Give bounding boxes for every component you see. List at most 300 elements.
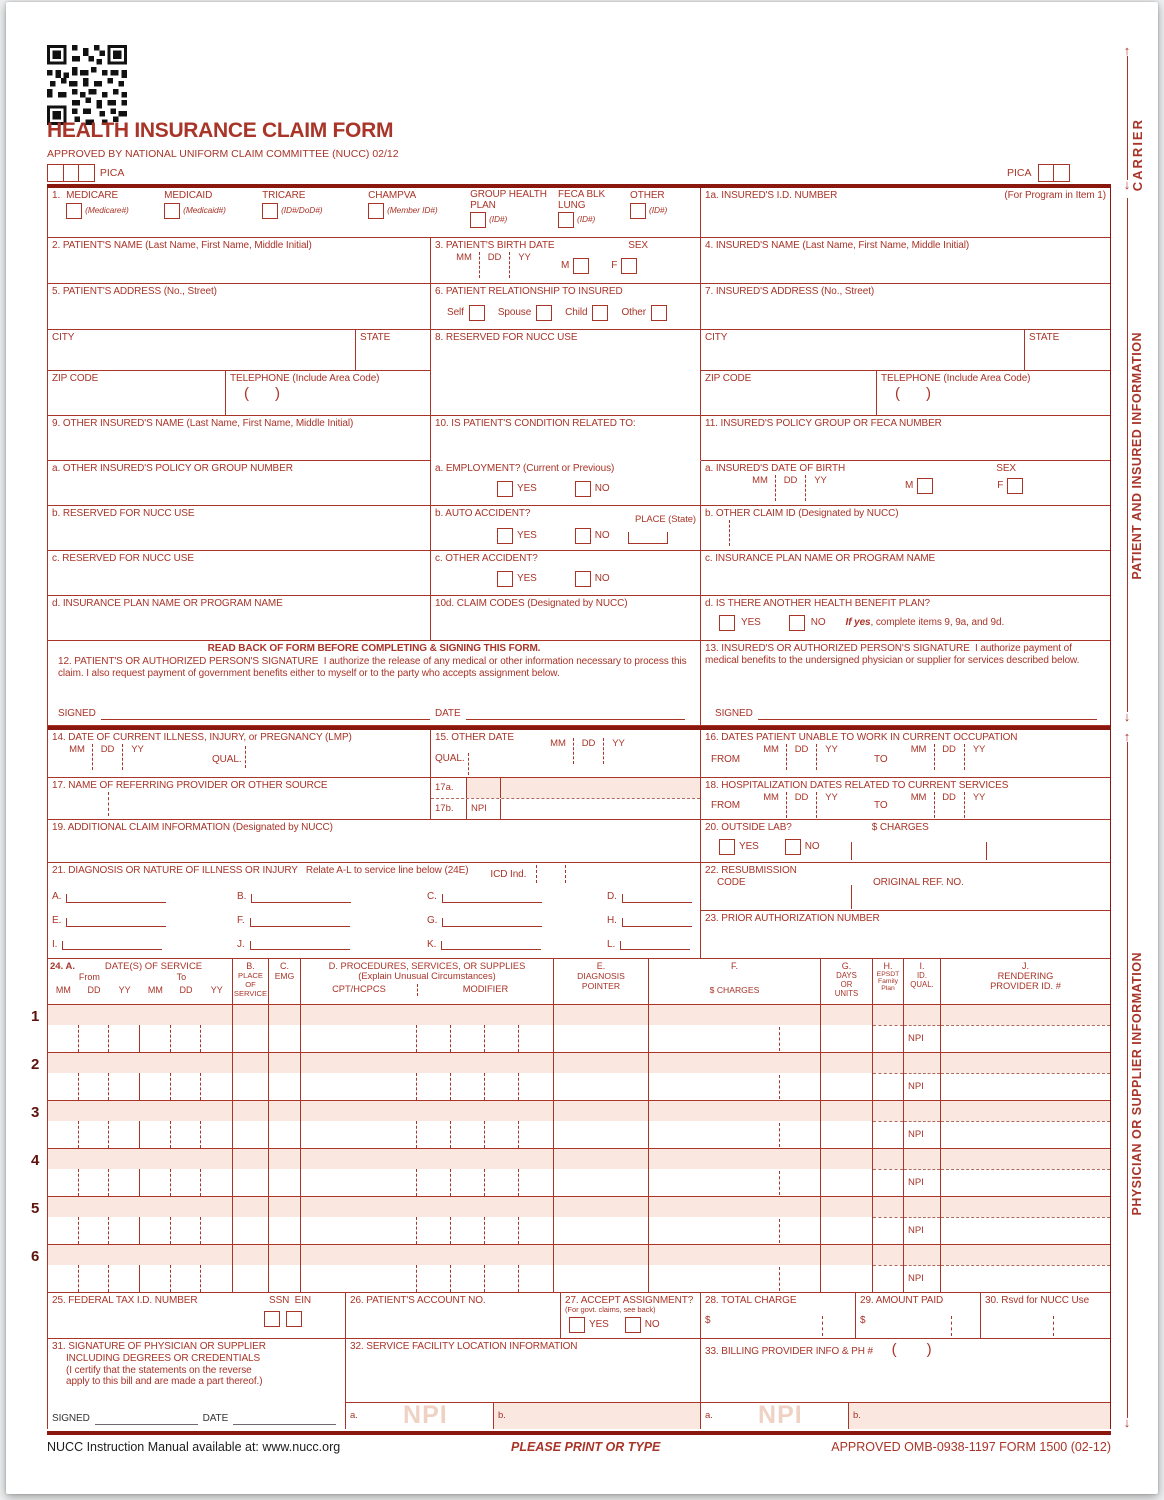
other-accident-no-checkbox[interactable]	[575, 571, 591, 587]
diagnosis-a[interactable]	[52, 891, 237, 903]
box32-npi-b[interactable]	[494, 1403, 700, 1429]
employment-no-checkbox[interactable]	[575, 481, 591, 497]
colF-label: F.	[730, 961, 738, 971]
rendering-provider-cell[interactable]	[941, 1217, 1110, 1244]
table24-header	[48, 959, 1110, 1005]
diagnosis-pointer-cell[interactable]	[554, 1121, 648, 1148]
pica-checkbox[interactable]	[78, 164, 95, 182]
service-line-row[interactable]	[31, 1005, 1110, 1053]
field-amount-paid[interactable]	[856, 1293, 981, 1338]
field-insured-policy-group[interactable]	[701, 416, 1110, 460]
lparen: (	[244, 384, 275, 402]
charges-cell[interactable]	[649, 1121, 820, 1148]
col-emg-header	[269, 959, 301, 1004]
service-line-number: 1	[31, 1008, 40, 1025]
zip-label: ZIP CODE	[52, 373, 99, 384]
date-cell[interactable]	[109, 1265, 140, 1292]
box9b-reserved	[48, 506, 431, 550]
diagnosis-pointer-cell[interactable]	[554, 1169, 648, 1196]
date-cell[interactable]	[171, 1025, 202, 1052]
state-label: STATE	[1029, 332, 1060, 343]
auto-accident-no-checkbox[interactable]	[575, 528, 591, 544]
date-cell[interactable]	[79, 1169, 110, 1196]
box18-hospitalization[interactable]	[701, 778, 1110, 819]
field-patient-zip[interactable]	[48, 371, 226, 415]
date-cell[interactable]	[201, 1121, 232, 1148]
other-checkbox[interactable]	[630, 203, 646, 219]
npi-qualifier-cell[interactable]: NPI	[904, 1073, 940, 1100]
no-label: NO	[644, 1318, 660, 1330]
pica-checkbox[interactable]	[1038, 164, 1055, 182]
diagnosis-pointer-cell[interactable]	[554, 1025, 648, 1052]
procedure-cell[interactable]	[301, 1169, 553, 1196]
box16-unable-to-work[interactable]	[701, 730, 1110, 777]
box1a-insured-id[interactable]	[701, 188, 1110, 237]
date-cell[interactable]	[79, 1025, 110, 1052]
date-cell[interactable]	[140, 1121, 171, 1148]
letter-label: L.	[607, 938, 616, 950]
col24a-number: 24. A.	[50, 961, 75, 972]
signed-label: SIGNED	[52, 1413, 90, 1425]
box22-resubmission[interactable]	[701, 863, 1110, 911]
diagnosis-k[interactable]	[427, 939, 607, 951]
date-cell[interactable]	[140, 1169, 171, 1196]
place-cell[interactable]	[233, 1169, 268, 1196]
field-other-insurance-plan[interactable]	[48, 596, 431, 640]
letter-label: I.	[52, 938, 58, 950]
ein-checkbox[interactable]	[286, 1311, 302, 1327]
signed-label: SIGNED	[58, 708, 96, 720]
box11d-another-plan	[701, 596, 1110, 640]
date-cell[interactable]	[201, 1169, 232, 1196]
diagnosis-c[interactable]	[427, 891, 607, 903]
other-accident-yes-checkbox[interactable]	[497, 571, 513, 587]
field-other-insured-name[interactable]	[48, 416, 431, 460]
procedure-cell[interactable]	[301, 1265, 553, 1292]
relationship-spouse-checkbox[interactable]	[536, 305, 552, 321]
yy-label: YY	[816, 744, 846, 770]
diagnosis-l[interactable]	[607, 939, 690, 951]
place-cell[interactable]	[233, 1025, 268, 1052]
rendering-provider-cell[interactable]	[941, 1265, 1110, 1292]
letter-label: J.	[237, 938, 245, 950]
date-cell[interactable]	[171, 1121, 202, 1148]
field-prior-authorization[interactable]	[701, 911, 1110, 958]
box9a-label: a. OTHER INSURED'S POLICY OR GROUP NUMBER	[52, 463, 293, 474]
date-cell[interactable]	[171, 1265, 202, 1292]
dates-of-service-label: DATE(S) OF SERVICE	[104, 961, 203, 972]
section-divider-bar	[47, 1431, 1111, 1435]
days-units-cell[interactable]	[821, 1025, 872, 1052]
service-line-number: 4	[31, 1152, 40, 1169]
place-cell[interactable]	[233, 1121, 268, 1148]
champva-checkbox[interactable]	[368, 203, 384, 219]
field-insured-city[interactable]	[701, 330, 1025, 370]
carrier-margin-label: CARRIER	[1130, 118, 1145, 192]
box17b-npi-cell[interactable]	[501, 799, 700, 819]
diagnosis-d[interactable]	[607, 891, 692, 903]
rparen: )	[926, 1341, 962, 1358]
days-units-cell[interactable]	[821, 1121, 872, 1148]
charges-cell[interactable]	[649, 1265, 820, 1292]
date-cell[interactable]	[79, 1121, 110, 1148]
dashed-separator	[245, 746, 246, 768]
another-plan-yes-checkbox[interactable]	[719, 615, 735, 631]
date-cell[interactable]	[201, 1025, 232, 1052]
npi-qualifier-cell[interactable]: NPI	[904, 1169, 940, 1196]
date-cell[interactable]	[140, 1073, 171, 1100]
box10d-label: 10d. CLAIM CODES (Designated by NUCC)	[435, 598, 628, 609]
emg-cell[interactable]	[269, 1169, 300, 1196]
yes-label: YES	[517, 482, 537, 494]
field-other-insured-policy[interactable]	[48, 461, 431, 505]
employment-yes-checkbox[interactable]	[497, 481, 513, 497]
box9d-label: d. INSURANCE PLAN NAME OR PROGRAM NAME	[52, 598, 283, 609]
pica-left	[47, 164, 130, 182]
feca-blk-lung-checkbox[interactable]	[558, 212, 574, 228]
pica-checkbox[interactable]	[47, 164, 64, 182]
date-cell[interactable]	[109, 1121, 140, 1148]
assignment-yes-checkbox[interactable]	[569, 1317, 585, 1333]
days-units-cell[interactable]	[821, 1217, 872, 1244]
mm-label: MM	[752, 474, 768, 486]
npi-qualifier-cell[interactable]: NPI	[904, 1025, 940, 1052]
date-cell[interactable]	[48, 1121, 79, 1148]
box32-service-facility[interactable]	[346, 1339, 701, 1429]
other-rel-label: Other	[621, 306, 646, 318]
sex-male-checkbox[interactable]	[573, 258, 589, 274]
dashed-separator	[822, 1316, 823, 1336]
dashed-separator	[779, 1075, 780, 1099]
box30-rsvd-nucc	[981, 1293, 1110, 1338]
field-insured-address[interactable]	[701, 284, 1110, 329]
date-cell[interactable]	[201, 1217, 232, 1244]
box23-label: 23. PRIOR AUTHORIZATION NUMBER	[705, 913, 880, 924]
code-label: CODE	[717, 876, 746, 888]
tricare-checkbox[interactable]	[262, 203, 278, 219]
procedure-cell[interactable]	[301, 1025, 553, 1052]
diagnosis-g[interactable]	[427, 915, 607, 927]
date-cell[interactable]	[48, 1073, 79, 1100]
yy-label: YY	[122, 744, 152, 770]
date-cell[interactable]	[48, 1169, 79, 1196]
procedure-cell[interactable]	[301, 1217, 553, 1244]
place-cell[interactable]	[233, 1265, 268, 1292]
box17a-id-cell[interactable]	[501, 778, 700, 798]
days-units-cell[interactable]	[821, 1265, 872, 1292]
date-cell[interactable]	[109, 1169, 140, 1196]
box33-billing-provider[interactable]	[701, 1339, 1110, 1429]
signature-line[interactable]	[95, 1415, 198, 1425]
city-label: CITY	[705, 332, 728, 343]
b-label: b.	[853, 1410, 861, 1422]
place-cell[interactable]	[233, 1073, 268, 1100]
diagnosis-j[interactable]	[237, 939, 427, 951]
group-health-plan-checkbox[interactable]	[470, 212, 486, 228]
sex-female-checkbox[interactable]	[621, 258, 637, 274]
npi-qualifier-cell[interactable]: NPI	[904, 1121, 940, 1148]
emg-cell[interactable]	[269, 1217, 300, 1244]
diagnosis-b[interactable]	[237, 891, 427, 903]
charges-cell[interactable]	[649, 1073, 820, 1100]
insured-female-checkbox[interactable]	[1007, 478, 1023, 494]
letter-label: A.	[52, 891, 62, 902]
epsdt-label: EPSDT	[876, 971, 900, 978]
modifier-label: MODIFIER	[462, 984, 509, 994]
place-cell[interactable]	[233, 1217, 268, 1244]
yy-label: YY	[964, 792, 994, 818]
box33-npi-a[interactable]	[701, 1403, 849, 1429]
yes-label: YES	[589, 1318, 609, 1330]
npi-ghost-watermark: NPI	[403, 1401, 448, 1430]
date-cell[interactable]	[109, 1073, 140, 1100]
service-line-row[interactable]	[31, 1149, 1110, 1197]
epsdt-cell[interactable]	[873, 1121, 903, 1148]
field-insured-name[interactable]	[701, 238, 1110, 283]
box1-number: 1.	[52, 190, 61, 201]
field-insurance-plan-name[interactable]	[701, 551, 1110, 595]
date-cell[interactable]	[79, 1217, 110, 1244]
epsdt-cell[interactable]	[873, 1265, 903, 1292]
place-of-label: PLACE OF	[238, 971, 263, 989]
relationship-self-checkbox[interactable]	[469, 305, 485, 321]
date-cell[interactable]	[201, 1265, 232, 1292]
to-label: TO	[874, 753, 888, 765]
epsdt-cell[interactable]	[873, 1217, 903, 1244]
emg-cell[interactable]	[269, 1073, 300, 1100]
dashed-separator	[1053, 1316, 1054, 1336]
date-cell[interactable]	[109, 1025, 140, 1052]
medicaid-checkbox[interactable]	[164, 203, 180, 219]
field-insured-zip[interactable]	[701, 371, 877, 415]
service-line-row[interactable]	[31, 1197, 1110, 1245]
outside-lab-yes-checkbox[interactable]	[719, 839, 735, 855]
field-other-claim-id[interactable]	[701, 506, 1110, 550]
diagnosis-i[interactable]	[52, 939, 237, 951]
emg-cell[interactable]	[269, 1265, 300, 1292]
date-cell[interactable]	[171, 1073, 202, 1100]
box20-outside-lab	[701, 820, 1110, 862]
npi-ghost-watermark: NPI	[758, 1401, 803, 1430]
signature-line[interactable]	[758, 709, 1097, 720]
npi-qualifier-cell[interactable]: NPI	[904, 1217, 940, 1244]
field-patient-account-no[interactable]	[346, 1293, 561, 1338]
relationship-child-checkbox[interactable]	[592, 305, 608, 321]
colE-label: E.	[596, 961, 606, 971]
yes-label: YES	[739, 840, 759, 852]
omb-approval-note: APPROVED OMB-0938-1197 FORM 1500 (02-12)	[831, 1440, 1111, 1454]
pica-label: PICA	[99, 167, 125, 179]
date-cell[interactable]	[171, 1217, 202, 1244]
epsdt-cell[interactable]	[873, 1025, 903, 1052]
diagnosis-e[interactable]	[52, 915, 237, 927]
dd-label: DD	[479, 252, 509, 278]
field-referring-provider[interactable]	[48, 778, 431, 819]
pica-label: PICA	[1007, 167, 1032, 179]
pica-checkbox[interactable]	[1053, 164, 1070, 182]
service-line-row[interactable]	[31, 1053, 1110, 1101]
rendering-provider-cell[interactable]	[941, 1073, 1110, 1100]
box25-federal-tax-id[interactable]	[48, 1293, 346, 1338]
medicare-checkbox[interactable]	[66, 203, 82, 219]
pica-checkbox[interactable]	[63, 164, 80, 182]
another-plan-no-checkbox[interactable]	[789, 615, 805, 631]
field-additional-claim-info[interactable]	[48, 820, 701, 862]
to-label: To	[176, 972, 187, 982]
dd-label: DD	[87, 985, 101, 995]
insured-male-checkbox[interactable]	[917, 478, 933, 494]
field-claim-codes[interactable]	[431, 596, 701, 640]
resubmission-divider	[851, 885, 852, 909]
field-patient-state[interactable]	[356, 330, 430, 370]
box27-note: (For govt. claims, see back)	[565, 1304, 656, 1314]
champva-label: CHAMPVA	[368, 190, 417, 201]
emg-cell[interactable]	[269, 1025, 300, 1052]
date-line[interactable]	[466, 709, 685, 720]
box9-label: 9. OTHER INSURED'S NAME (Last Name, First Name, Middle Initial)	[52, 418, 354, 429]
rendering-provider-cell[interactable]	[941, 1169, 1110, 1196]
field-insured-phone[interactable]	[877, 371, 1110, 415]
box17a-label: 17a.	[431, 778, 467, 798]
col-procedures-header	[301, 959, 554, 1004]
colC-label: C.	[280, 961, 289, 971]
npi-qualifier-cell[interactable]: NPI	[904, 1265, 940, 1292]
city-label: CITY	[52, 332, 75, 343]
date-cell[interactable]	[171, 1169, 202, 1196]
col-epsdt-header	[873, 959, 904, 1004]
days-units-cell[interactable]	[821, 1169, 872, 1196]
col-place-header	[233, 959, 269, 1004]
box14-current-illness[interactable]	[48, 730, 431, 777]
rendering-provider-cell[interactable]	[941, 1121, 1110, 1148]
emg-cell[interactable]	[269, 1121, 300, 1148]
date-cell[interactable]	[201, 1073, 232, 1100]
col-idqual-header	[904, 959, 941, 1004]
box15-other-date[interactable]	[431, 730, 701, 777]
diagnosis-pointer-cell[interactable]	[554, 1217, 648, 1244]
date-cell[interactable]	[48, 1265, 79, 1292]
box33-npi-b[interactable]	[849, 1403, 1110, 1429]
qual-label: QUAL.	[212, 753, 242, 765]
dashed-separator	[951, 1316, 952, 1336]
diagnosis-pointer-cell[interactable]	[554, 1073, 648, 1100]
field-patient-name[interactable]	[48, 238, 431, 283]
charges-cell[interactable]	[649, 1025, 820, 1052]
date-cell[interactable]	[140, 1025, 171, 1052]
date-cell[interactable]	[140, 1265, 171, 1292]
plan-label: Plan	[881, 985, 895, 992]
phone-label: TELEPHONE (Include Area Code)	[881, 373, 1031, 384]
emg-label: EMG	[274, 971, 295, 981]
date-cell[interactable]	[140, 1217, 171, 1244]
date-cell[interactable]	[79, 1265, 110, 1292]
yes-label: YES	[517, 530, 537, 542]
box17a-qualifier-cell[interactable]	[467, 778, 501, 798]
service-line-row[interactable]	[31, 1101, 1110, 1149]
dollar-sign: $	[705, 1314, 711, 1326]
diagnosis-f[interactable]	[237, 915, 427, 927]
no-label: NO	[594, 482, 610, 494]
relationship-other-checkbox[interactable]	[651, 305, 667, 321]
field-patient-address[interactable]	[48, 284, 431, 329]
box33-npi-strip	[701, 1402, 1110, 1429]
print-or-type-note: PLEASE PRINT OR TYPE	[511, 1440, 661, 1454]
days-units-cell[interactable]	[821, 1073, 872, 1100]
no-label: NO	[594, 572, 610, 584]
ssn-checkbox[interactable]	[264, 1311, 280, 1327]
ssn-label: SSN	[269, 1295, 290, 1306]
assignment-no-checkbox[interactable]	[625, 1317, 641, 1333]
field-total-charge[interactable]	[701, 1293, 856, 1338]
field-patient-phone[interactable]	[226, 371, 430, 415]
phone-parens	[244, 385, 426, 403]
col-rendering-header	[941, 959, 1110, 1004]
letter-label: D.	[607, 891, 617, 902]
dd-label: DD	[786, 744, 816, 770]
colB-label: B.	[246, 961, 255, 971]
diagnosis-label: DIAGNOSIS	[577, 971, 625, 981]
male-label: M	[561, 259, 570, 271]
date-line[interactable]	[233, 1415, 336, 1425]
charges-cell[interactable]	[649, 1169, 820, 1196]
mm-label: MM	[763, 743, 779, 755]
diagnosis-pointer-cell[interactable]	[554, 1265, 648, 1292]
tricare-label: TRICARE	[262, 190, 306, 201]
rendering-provider-cell[interactable]	[941, 1025, 1110, 1052]
charge-divider	[986, 842, 987, 860]
phone-parens	[892, 1341, 962, 1358]
box14-label: 14. DATE OF CURRENT ILLNESS, INJURY, or PREGNANCY (LMP)	[52, 732, 352, 743]
col-days-header	[821, 959, 873, 1004]
box13-insured-signature	[701, 641, 1110, 725]
box10c-other-accident	[431, 551, 701, 595]
box31-line1: 31. SIGNATURE OF PHYSICIAN OR SUPPLIER	[52, 1341, 266, 1352]
date-cell[interactable]	[79, 1073, 110, 1100]
letter-label: B.	[237, 891, 247, 902]
date-cell[interactable]	[48, 1217, 79, 1244]
field-patient-city[interactable]	[48, 330, 356, 370]
field-insured-state[interactable]	[1025, 330, 1110, 370]
box32-npi-a[interactable]	[346, 1403, 494, 1429]
mm-label: MM	[147, 985, 163, 995]
box3-birth-date-sex[interactable]	[431, 238, 701, 283]
box8-label: 8. RESERVED FOR NUCC USE	[435, 332, 578, 343]
procedure-cell[interactable]	[301, 1073, 553, 1100]
mm-label: MM	[69, 743, 85, 755]
letter-label: C.	[427, 891, 437, 902]
outside-lab-no-checkbox[interactable]	[785, 839, 801, 855]
epsdt-cell[interactable]	[873, 1169, 903, 1196]
box15-label: 15. OTHER DATE	[435, 732, 514, 743]
signature-line[interactable]	[101, 709, 430, 720]
state-label: STATE	[360, 332, 391, 343]
diagnosis-h[interactable]	[607, 915, 692, 927]
letter-label: K.	[427, 938, 437, 950]
procedure-cell[interactable]	[301, 1121, 553, 1148]
box10c-label: c. OTHER ACCIDENT?	[435, 553, 538, 564]
place-state-box[interactable]	[628, 532, 668, 544]
dd-label: DD	[92, 744, 122, 770]
date-cell[interactable]	[109, 1217, 140, 1244]
charges-cell[interactable]	[649, 1217, 820, 1244]
yy-label: YY	[603, 738, 633, 764]
box32-label: 32. SERVICE FACILITY LOCATION INFORMATION	[350, 1341, 578, 1352]
date-cell[interactable]	[48, 1025, 79, 1052]
epsdt-cell[interactable]	[873, 1073, 903, 1100]
auto-accident-yes-checkbox[interactable]	[497, 528, 513, 544]
service-line-row[interactable]	[31, 1245, 1110, 1293]
service-line-number: 2	[31, 1056, 40, 1073]
